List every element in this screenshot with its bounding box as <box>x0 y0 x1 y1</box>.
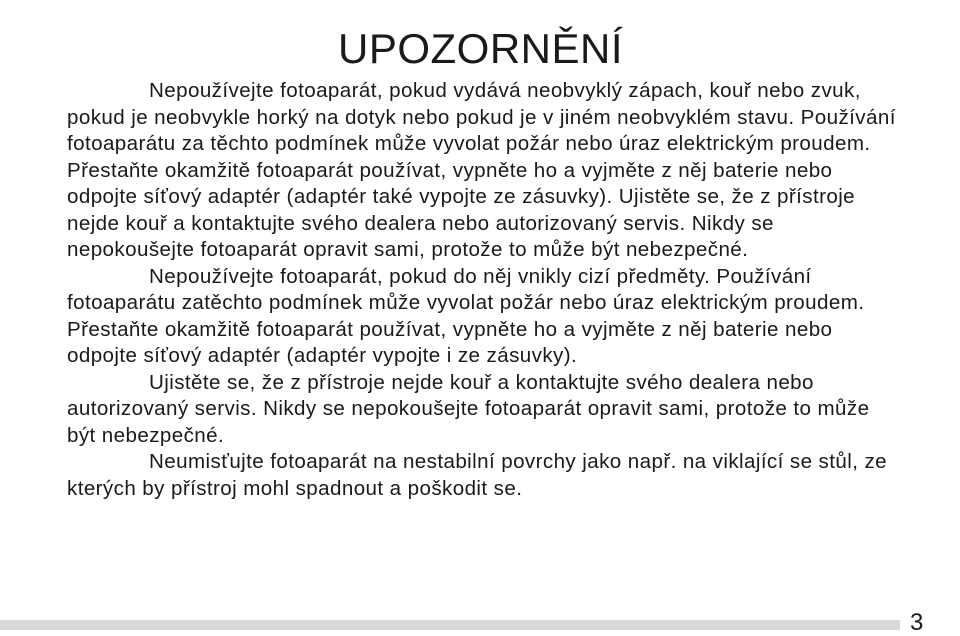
warning-body <box>67 78 903 502</box>
paragraph-smoke-check: Ujistěte se, že z přístroje nejde kouř a kontaktujte svého dealera nebo autorizovaný servis. Nikdy se nepokoušejte fotoaparát opravit sami, protože to může být nebezpečné. <box>67 370 870 447</box>
footer-bar <box>0 620 900 630</box>
page-number: 3 <box>910 609 924 636</box>
page-title: UPOZORNĚNÍ <box>338 25 624 72</box>
paragraph-malfunction: Nepoužívejte fotoaparát, pokud vydává neobvyklý zápach, kouř nebo zvuk, pokud je neobvykle horký na dotyk nebo pokud je v jiném neobvyklém stavu. Používání fotoaparátu za těchto podmínek může vyvolat požár nebo úraz elektrickým proudem. Přestaňte okamžitě fotoaparát používat, vypněte ho a vyjměte z něj baterie nebo odpojte síťový adaptér (adaptér také vypojte ze zásuvky). Ujistěte se, že z přístroje nejde kouř a kontaktujte svého dealera nebo autorizovaný servis. Nikdy se nepokoušejte fotoaparát opravit sami, protože to může být nebezpečné. <box>67 79 896 261</box>
paragraph-unstable-surfaces: Neumisťujte fotoaparát na nestabilní povrchy jako např. na viklající se stůl, ze kterých by přístroj mohl spadnout a poškodit se. <box>67 450 887 500</box>
paragraph-foreign-objects: Nepoužívejte fotoaparát, pokud do něj vnikly cizí předměty. Používání fotoaparátu zatěchto podmínek může vyvolat požár nebo úraz elektrickým proudem. Přestaňte okamžitě fotoaparát používat, vypněte ho a vyjměte z něj baterie nebo odpojte síťový adaptér (adaptér vypojte i ze zásuvky). <box>67 264 865 367</box>
